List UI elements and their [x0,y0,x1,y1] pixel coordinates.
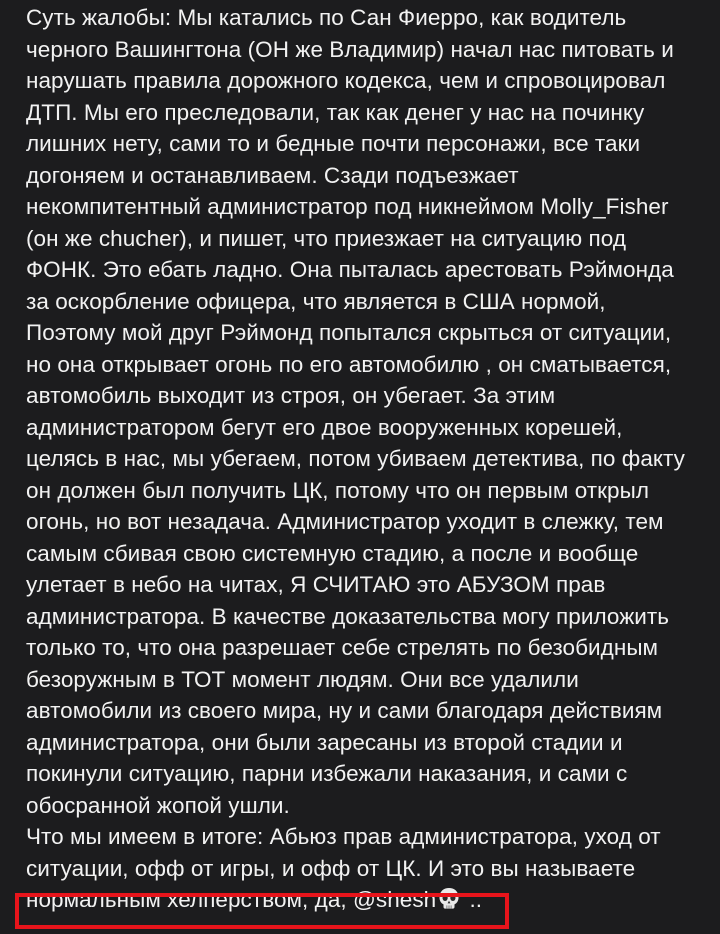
message-line: администратора, они были зaресаны из второй стадии и [26,729,623,755]
message-line: (он же chucher), и пишет, что приезжает на ситуацию под [26,225,627,251]
message-line: лишних нету, сами то и бедные почти персонажи, все таки [26,131,641,156]
message-line: ситуации, офф от игры, и офф от ЦК. И это вы называете [26,855,636,881]
message-line: улетает в небо на читах, Я СЧИТАЮ это АБУЗОМ прав [26,572,606,597]
message-line: обосранной жопой ушли. [26,792,290,818]
message-line: за оскорбление офицера, что является в США нормой, [26,288,606,314]
message-line: автомобили из своего мира, ну и сами благодаря действиям [26,698,663,723]
message-line: автомобиль выходит из строя, он убегает. За этим [26,383,556,408]
user-mention-link[interactable]: @shesh [353,887,437,912]
message-line: самым сбивая свою системную стадию, а после и вообще [26,540,639,566]
final-line-text: нормальным хелперством, да, [26,887,353,912]
message-line: он должен был получить ЦК, потому что он первым открыл [26,477,650,503]
message-line: нарушать правила дорожного кодекса, чем и спровоцировал [26,68,666,93]
message-line: Суть жалобы: Мы катались по Сан Фиерро, как водитель [26,5,627,30]
message-line: некомпитентный администратор под никнеймом Molly_Fisher [26,194,669,219]
message-line: но она открывает огонь по его автомобилю , он сматывается, [26,351,672,377]
message-line: догоняем и останавливаем. Сзади подъезжает [26,162,519,188]
message-line: черного Вашингтона (ОН же Владимир) начал нас питовать и [26,36,674,62]
message-line: огонь, но вот незадача. Администратор уходит в слежку, тем [26,509,664,534]
message-line: безоружным в ТОТ момент людям. Они все удалили [26,666,579,692]
message-line: ФОНК. Это ебать ладно. Она пыталась арестовать Рэймонда [26,257,674,282]
message-line: администратором бегут его двое вооруженных корешей, [26,414,623,440]
message-line: администратора. В качестве доказательства могу приложить [26,603,670,629]
message-text [26,2,716,916]
final-line-ellipsis: .. [463,887,483,912]
message-line: Что мы имеем в итоге: Абьюз прав администратора, уход от [26,824,661,849]
red-highlight-box [15,893,509,929]
message-line: покинули ситуацию, парни избежали наказания, и сами с [26,761,628,786]
message-line: целясь в нас, мы убегаем, потом убиваем детектива, по факту [26,446,685,471]
message-line: только то, что она разрешает себе стрелять по безобидным [26,635,659,660]
message-line: Поэтому мой друг Рэймонд попытался скрыться от ситуации, [26,320,672,345]
message-line: ДТП. Мы его преследовали, так как денег у нас на починку [26,99,645,125]
